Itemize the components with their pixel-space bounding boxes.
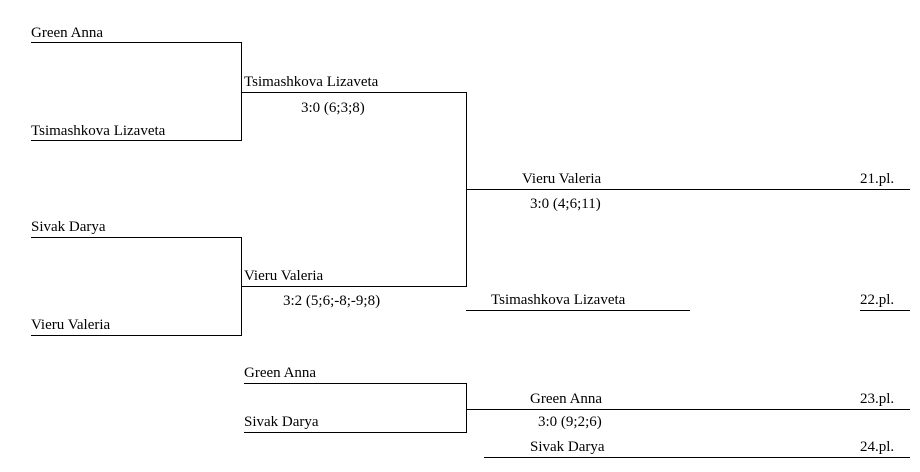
final-loser-line-left [466, 310, 690, 311]
cons-top-line [244, 383, 466, 384]
place-24-label: 24.pl. [860, 439, 895, 455]
r1-m2-winner: Vieru Valeria [244, 268, 324, 284]
final-loser: Tsimashkova Lizaveta [491, 292, 626, 308]
place-21-label: 21.pl. [860, 171, 895, 187]
r1-m1-bottom-line [31, 140, 241, 141]
r1-m2-bottom-player: Vieru Valeria [31, 317, 111, 333]
place-23-label: 23.pl. [860, 391, 895, 407]
cons-bottom-player: Sivak Darya [244, 414, 319, 430]
place-22-label: 22.pl. [860, 292, 895, 308]
cons-bottom-line [244, 432, 466, 433]
r1-m1-winner-line [241, 92, 466, 93]
r1-m1-bottom-player: Tsimashkova Lizaveta [31, 123, 166, 139]
r1-m2-top-line [31, 237, 241, 238]
final-winner: Vieru Valeria [522, 171, 602, 187]
r1-m2-bottom-line [31, 335, 241, 336]
cons-winner-line [466, 409, 910, 410]
final-loser-line-right [860, 310, 910, 311]
r1-m2-top-player: Sivak Darya [31, 219, 106, 235]
cons-score: 3:0 (9;2;6) [538, 414, 602, 430]
r1-m1-winner: Tsimashkova Lizaveta [244, 74, 379, 90]
final-score: 3:0 (4;6;11) [530, 196, 601, 212]
r1-m2-score: 3:2 (5;6;-8;-9;8) [283, 293, 381, 309]
final-winner-line [466, 189, 910, 190]
r1-m2-winner-line [241, 286, 466, 287]
cons-loser: Sivak Darya [530, 439, 605, 455]
cons-top-player: Green Anna [244, 365, 317, 381]
cons-winner: Green Anna [530, 391, 603, 407]
r1-m1-top-player: Green Anna [31, 25, 104, 41]
cons-connector [466, 383, 467, 433]
cons-loser-line [484, 457, 910, 458]
r1-m1-top-line [31, 42, 241, 43]
r1-m1-score: 3:0 (6;3;8) [301, 100, 365, 116]
